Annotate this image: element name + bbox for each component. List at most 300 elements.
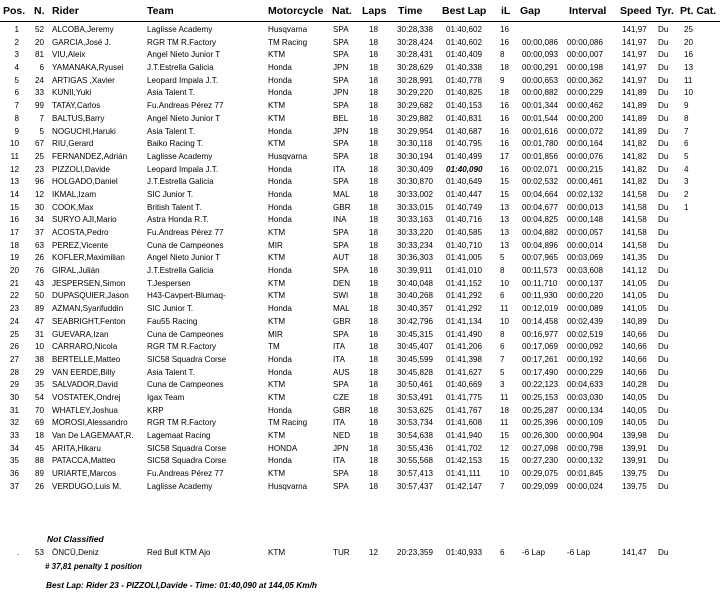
cell-laps: 18	[369, 88, 379, 98]
table-row	[0, 126, 720, 139]
cell-best: 01:40,447	[446, 189, 483, 199]
cell-nat: ITA	[333, 418, 345, 428]
cell-pos: 9	[14, 126, 19, 136]
cell-speed: 139,98	[622, 431, 647, 440]
cell-interval: 00:00,164	[567, 139, 604, 149]
cell-time: 30:30,409	[397, 164, 434, 174]
cell-gap: 00:00,086	[522, 37, 559, 47]
cell-laps: 18	[369, 139, 379, 149]
cell-num: 34	[34, 215, 44, 225]
cell-gap: -6 Lap	[522, 548, 545, 557]
cell-best: 01:40,710	[446, 240, 483, 250]
cell-interval: 00:00,904	[567, 431, 604, 440]
cell-rider: CARRARO,Nicola	[52, 342, 118, 352]
table-row	[0, 455, 720, 468]
cell-il: 9	[500, 75, 505, 85]
table-row	[0, 290, 720, 303]
cell-tyr: Du	[658, 75, 669, 85]
cell-team: SIC Junior T.	[147, 304, 194, 314]
cell-rider: GIRAL,Julián	[52, 266, 100, 276]
header-divider	[0, 21, 720, 22]
cell-nat: GBR	[333, 316, 351, 326]
cell-tyr: Du	[658, 240, 669, 250]
cell-rider: BERTELLE,Matteo	[52, 354, 121, 364]
cell-rider: HOLGADO,Daniel	[52, 177, 118, 187]
cell-team: Laglisse Academy	[147, 25, 213, 34]
cell-nat: GBR	[333, 202, 351, 212]
cell-gap: 00:00,093	[522, 50, 559, 60]
cell-interval: 00:00,798	[567, 443, 604, 453]
table-header	[0, 5, 720, 19]
cell-gap: 00:25,287	[522, 405, 559, 415]
cell-laps: 18	[369, 240, 379, 250]
cell-nat: SPA	[333, 228, 349, 237]
cell-rider: URIARTE,Marcos	[52, 469, 117, 479]
cell-speed: 141,47	[622, 548, 647, 557]
cell-nat: SPA	[333, 329, 349, 339]
table-row	[0, 379, 720, 392]
cell-laps: 18	[369, 329, 379, 339]
table-row	[0, 62, 720, 75]
cell-rider: VERDUGO,Luis M.	[52, 481, 122, 491]
cell-pos: 4	[14, 63, 19, 73]
cell-time: 30:42,796	[397, 316, 434, 326]
cell-pos: 17	[9, 228, 19, 237]
cell-team: RGR TM R.Factory	[147, 418, 217, 428]
cell-nat: ITA	[333, 342, 345, 352]
cell-gap: 00:01,780	[522, 139, 559, 149]
cell-tyr: Du	[658, 367, 669, 377]
col-il-header: iL	[501, 5, 511, 17]
cell-best: 01:41,398	[446, 354, 483, 364]
cell-pos: 14	[9, 189, 19, 199]
cell-rider: AZMAN,Syarifuddin	[52, 304, 124, 314]
cell-best: 01:41,627	[446, 367, 483, 377]
cell-il: 13	[500, 215, 510, 225]
cell-gap: 00:14,458	[522, 316, 559, 326]
cell-il: 16	[500, 25, 510, 34]
cell-best: 01:41,775	[446, 392, 483, 402]
cell-interval: 00:02,132	[567, 189, 604, 199]
cell-moto: Husqvarna	[268, 25, 308, 34]
cell-rider: GUEVARA,Izan	[52, 329, 109, 339]
cell-nat: SPA	[333, 266, 349, 276]
penalty-note: # 37,81 penalty 1 position	[45, 562, 142, 571]
cell-time: 30:45,407	[397, 342, 434, 352]
cell-il: 5	[500, 253, 505, 263]
cell-il: 16	[500, 126, 510, 136]
cell-nat: INA	[333, 215, 347, 225]
table-row	[0, 443, 720, 456]
cell-interval: 00:00,192	[567, 354, 604, 364]
best-lap-note: Best Lap: Rider 23 - PIZZOLI,Davide - Time: 01:40,090 at 144,05 Km/h	[46, 580, 317, 590]
cell-laps: 18	[369, 481, 379, 491]
cell-nat: SPA	[333, 151, 349, 161]
table-row	[0, 417, 720, 430]
cell-tyr: Du	[658, 456, 669, 466]
cell-team: Lagemaat Racing	[147, 431, 211, 440]
cell-tyr: Du	[658, 469, 669, 479]
table-row	[0, 138, 720, 151]
cell-tyr: Du	[658, 151, 669, 161]
cell-moto: Honda	[268, 367, 292, 377]
cell-speed: 139,75	[622, 469, 647, 479]
cell-nat: AUS	[333, 367, 350, 377]
cell-time: 30:29,954	[397, 126, 434, 136]
cell-il: 15	[500, 431, 510, 440]
cell-best: 01:40,749	[446, 202, 483, 212]
cell-laps: 18	[369, 126, 379, 136]
cell-moto: MIR	[268, 329, 283, 339]
cell-tyr: Du	[658, 253, 669, 263]
cell-interval: 00:00,132	[567, 456, 604, 466]
cell-team: Laglisse Academy	[147, 481, 213, 491]
cell-num: 26	[34, 481, 44, 491]
cell-rider: ACOSTA,Pedro	[52, 228, 109, 237]
table-row	[0, 354, 720, 367]
col-laps-header: Laps	[362, 5, 387, 17]
cell-nat: GBR	[333, 405, 351, 415]
cell-pos: 31	[9, 405, 19, 415]
cell-gap: 00:07,965	[522, 253, 559, 263]
cell-rider: IKMAL,Izam	[52, 189, 97, 199]
cell-gap: 00:00,882	[522, 88, 559, 98]
cell-best: 01:40,338	[446, 63, 483, 73]
cell-speed: 141,89	[622, 126, 647, 136]
cell-moto: Honda	[268, 126, 292, 136]
cell-best: 01:40,933	[446, 548, 483, 557]
cell-gap: 00:22,123	[522, 380, 559, 390]
cell-laps: 18	[369, 75, 379, 85]
cell-nat: SPA	[333, 75, 349, 85]
cell-speed: 141,89	[622, 113, 647, 123]
cell-best: 01:40,585	[446, 228, 483, 237]
cell-pt: 9	[684, 101, 689, 111]
cell-il: 13	[500, 240, 510, 250]
table-row	[0, 75, 720, 88]
cell-team: Cuna de Campeones	[147, 380, 224, 390]
cell-gap: 00:11,710	[522, 278, 558, 288]
cell-pt: 8	[684, 113, 689, 123]
cell-speed: 140,66	[622, 329, 647, 339]
cell-speed: 141,82	[622, 139, 647, 149]
cell-il: 11	[500, 304, 509, 314]
col-interval-header: Interval	[569, 5, 607, 17]
cell-best: 01:40,831	[446, 113, 483, 123]
cell-tyr: Du	[658, 354, 669, 364]
cell-pos: 5	[14, 75, 19, 85]
cell-laps: 18	[369, 469, 379, 479]
cell-tyr: Du	[658, 215, 669, 225]
cell-num: 25	[34, 151, 44, 161]
cell-time: 30:55,568	[397, 456, 434, 466]
cell-interval: 00:03,069	[567, 253, 604, 263]
cell-interval: 00:00,072	[567, 126, 604, 136]
cell-moto: MIR	[268, 240, 283, 250]
cell-interval: 00:00,013	[567, 202, 604, 212]
cell-tyr: Du	[658, 481, 669, 491]
cell-speed: 141,35	[622, 253, 647, 263]
cell-best: 01:41,010	[446, 266, 483, 276]
cell-nat: MAL	[333, 304, 350, 314]
cell-laps: 12	[369, 548, 379, 557]
cell-team: Fu.Andreas Pérez 77	[147, 101, 224, 111]
cell-num: 63	[34, 240, 44, 250]
cell-tyr: Du	[658, 63, 669, 73]
cell-pt: 10	[684, 88, 694, 98]
cell-interval: 00:00,148	[567, 215, 604, 225]
cell-laps: 18	[369, 25, 379, 34]
cell-pos: 23	[9, 304, 19, 314]
cell-rider: COOK,Max	[52, 202, 94, 212]
cell-team: Leopard Impala J.T.	[147, 164, 219, 174]
col-moto-header: Motorcycle	[268, 5, 324, 17]
cell-tyr: Du	[658, 177, 669, 187]
cell-num: 26	[34, 253, 44, 263]
cell-laps: 18	[369, 456, 379, 466]
cell-pt: 3	[684, 177, 689, 187]
cell-interval: 00:00,092	[567, 342, 604, 352]
cell-pos: 22	[9, 291, 19, 301]
cell-moto: KTM	[268, 139, 286, 149]
cell-speed: 141,12	[622, 266, 647, 276]
cell-rider: Van De LAGEMAAT,R.	[52, 431, 134, 440]
cell-laps: 18	[369, 228, 379, 237]
cell-time: 30:53,491	[397, 392, 434, 402]
cell-interval: 00:00,229	[567, 367, 604, 377]
cell-laps: 18	[369, 151, 379, 161]
cell-il: 16	[500, 164, 510, 174]
cell-il: 6	[500, 291, 505, 301]
cell-team: Red Bull KTM Ajo	[147, 548, 211, 557]
cell-speed: 141,97	[622, 25, 647, 34]
cell-gap: 00:12,019	[522, 304, 559, 314]
cell-tyr: Du	[658, 380, 669, 390]
cell-team: SIC Junior T.	[147, 189, 194, 199]
cell-team: British Talent T.	[147, 202, 202, 212]
cell-pos: 29	[9, 380, 19, 390]
cell-time: 30:28,629	[397, 63, 434, 73]
cell-laps: 18	[369, 253, 379, 263]
cell-team: Fu.Andreas Pérez 77	[147, 228, 224, 237]
cell-moto: KTM	[268, 380, 286, 390]
table-row	[0, 405, 720, 418]
cell-nat: NED	[333, 431, 351, 440]
cell-best: 01:40,499	[446, 151, 483, 161]
cell-pos: 26	[9, 342, 19, 352]
cell-moto: Husqvarna	[268, 151, 308, 161]
cell-rider: FERNANDEZ,Adrián	[52, 151, 128, 161]
table-row	[0, 278, 720, 291]
table-row	[0, 24, 720, 37]
cell-speed: 141,97	[622, 63, 647, 73]
cell-nat: SPA	[333, 37, 349, 47]
cell-team: Angel Nieto Junior T	[147, 253, 221, 263]
cell-interval: 00:00,076	[567, 151, 604, 161]
cell-tyr: Du	[658, 431, 669, 440]
cell-speed: 141,89	[622, 101, 647, 111]
cell-interval: 00:00,229	[567, 88, 604, 98]
cell-num: 31	[34, 329, 44, 339]
cell-il: 8	[500, 50, 505, 60]
cell-moto: KTM	[268, 431, 286, 440]
cell-tyr: Du	[658, 37, 669, 47]
cell-il: 10	[500, 316, 510, 326]
cell-speed: 140,28	[622, 380, 647, 390]
table-row	[0, 240, 720, 253]
cell-tyr: Du	[658, 304, 669, 314]
cell-time: 30:45,828	[397, 367, 434, 377]
cell-pos: .	[16, 548, 19, 557]
cell-laps: 18	[369, 63, 379, 73]
cell-rider: PIZZOLI,Davide	[52, 164, 111, 174]
cell-gap: 00:01,856	[522, 151, 559, 161]
cell-rider: MOROSI,Alessandro	[52, 418, 128, 428]
cell-time: 30:55,436	[397, 443, 434, 453]
cell-moto: Honda	[268, 266, 292, 276]
cell-nat: JPN	[333, 88, 349, 98]
cell-tyr: Du	[658, 101, 669, 111]
cell-best: 01:42,153	[446, 456, 483, 466]
cell-interval: 00:00,137	[567, 278, 604, 288]
table-row	[0, 316, 720, 329]
cell-tyr: Du	[658, 25, 669, 34]
cell-rider: TATAY,Carlos	[52, 101, 101, 111]
cell-gap: 00:17,261	[522, 354, 559, 364]
cell-speed: 140,89	[622, 316, 647, 326]
cell-interval: 00:04,633	[567, 380, 604, 390]
cell-tyr: Du	[658, 278, 669, 288]
cell-il: 16	[500, 139, 510, 149]
cell-nat: MAL	[333, 189, 350, 199]
cell-pos: 7	[14, 101, 19, 111]
cell-pos: 16	[9, 215, 19, 225]
cell-tyr: Du	[658, 139, 669, 149]
cell-best: 01:41,206	[446, 342, 483, 352]
cell-rider: KOFLER,Maximilian	[52, 253, 125, 263]
cell-time: 30:53,734	[397, 418, 434, 428]
cell-il: 8	[500, 266, 505, 276]
cell-laps: 18	[369, 266, 379, 276]
col-pt-header: Pt. Cat.	[680, 5, 717, 17]
cell-pos: 12	[9, 164, 19, 174]
cell-time: 30:33,220	[397, 228, 434, 237]
cell-interval: 00:00,134	[567, 405, 604, 415]
cell-moto: Honda	[268, 354, 292, 364]
cell-interval: 00:00,220	[567, 291, 604, 301]
table-row	[0, 468, 720, 481]
cell-speed: 141,97	[622, 50, 647, 60]
cell-speed: 140,66	[622, 354, 647, 364]
cell-pos: 21	[9, 278, 19, 288]
cell-time: 30:54,638	[397, 431, 434, 440]
cell-rider: SEABRIGHT,Fenton	[52, 316, 126, 326]
cell-laps: 18	[369, 177, 379, 187]
cell-interval: 00:00,086	[567, 37, 604, 47]
cell-best: 01:41,005	[446, 253, 483, 263]
cell-pt: 6	[684, 139, 689, 149]
cell-tyr: Du	[658, 113, 669, 123]
table-row	[0, 151, 720, 164]
cell-pos: 6	[14, 88, 19, 98]
cell-num: 88	[34, 456, 44, 466]
cell-gap: 00:29,075	[522, 469, 559, 479]
cell-speed: 140,05	[622, 405, 647, 415]
cell-team: Baiko Racing T.	[147, 139, 204, 149]
cell-time: 30:28,424	[397, 37, 434, 47]
cell-nat: CZE	[333, 392, 350, 402]
cell-interval: 00:00,109	[567, 418, 604, 428]
cell-time: 30:30,118	[397, 139, 433, 149]
cell-tyr: Du	[658, 88, 669, 98]
cell-laps: 18	[369, 431, 379, 440]
cell-gap: 00:11,573	[522, 266, 558, 276]
cell-time: 30:40,357	[397, 304, 434, 314]
cell-time: 30:36,303	[397, 253, 434, 263]
col-rider-header: Rider	[52, 5, 79, 17]
table-row	[0, 367, 720, 380]
cell-tyr: Du	[658, 202, 669, 212]
cell-il: 16	[500, 37, 510, 47]
cell-team: T.Jespersen	[147, 278, 191, 288]
cell-laps: 18	[369, 367, 379, 377]
cell-time: 30:40,048	[397, 278, 434, 288]
cell-laps: 18	[369, 405, 379, 415]
cell-tyr: Du	[658, 342, 669, 352]
cell-il: 12	[500, 443, 510, 453]
cell-tyr: Du	[658, 189, 669, 199]
cell-num: 89	[34, 304, 44, 314]
cell-speed: 141,82	[622, 151, 647, 161]
cell-pt: 20	[684, 37, 694, 47]
cell-laps: 18	[369, 342, 379, 352]
cell-interval: 00:00,215	[567, 164, 604, 174]
cell-nat: TUR	[333, 548, 350, 557]
cell-gap: 00:16,977	[522, 329, 559, 339]
table-row	[0, 252, 720, 265]
cell-gap: 00:04,882	[522, 228, 559, 237]
cell-gap: 00:04,677	[522, 202, 559, 212]
cell-team: Laglisse Academy	[147, 151, 213, 161]
cell-speed: 141,82	[622, 177, 647, 187]
cell-nat: SPA	[333, 50, 349, 60]
cell-time: 30:29,882	[397, 113, 434, 123]
cell-gap: 00:04,825	[522, 215, 559, 225]
cell-nat: JPN	[333, 443, 349, 453]
col-time-header: Time	[398, 5, 423, 17]
cell-speed: 141,58	[622, 189, 647, 199]
cell-gap: 00:17,490	[522, 367, 559, 377]
cell-tyr: Du	[658, 266, 669, 276]
cell-pos: 32	[9, 418, 19, 428]
cell-num: 38	[34, 354, 44, 364]
cell-time: 30:28,338	[397, 25, 434, 34]
cell-num: 96	[34, 177, 44, 187]
cell-pos: 37	[9, 481, 19, 491]
cell-moto: TM	[268, 342, 280, 352]
cell-pos: 3	[14, 50, 19, 60]
cell-num: 24	[34, 75, 44, 85]
cell-il: 8	[500, 329, 505, 339]
cell-speed: 140,05	[622, 418, 647, 428]
cell-speed: 141,89	[622, 88, 647, 98]
cell-moto: Honda	[268, 177, 292, 187]
cell-moto: Honda	[268, 164, 292, 174]
cell-nat: ITA	[333, 164, 345, 174]
cell-il: 3	[500, 380, 505, 390]
cell-pt: 4	[684, 164, 689, 174]
cell-interval: 00:02,519	[567, 329, 604, 339]
